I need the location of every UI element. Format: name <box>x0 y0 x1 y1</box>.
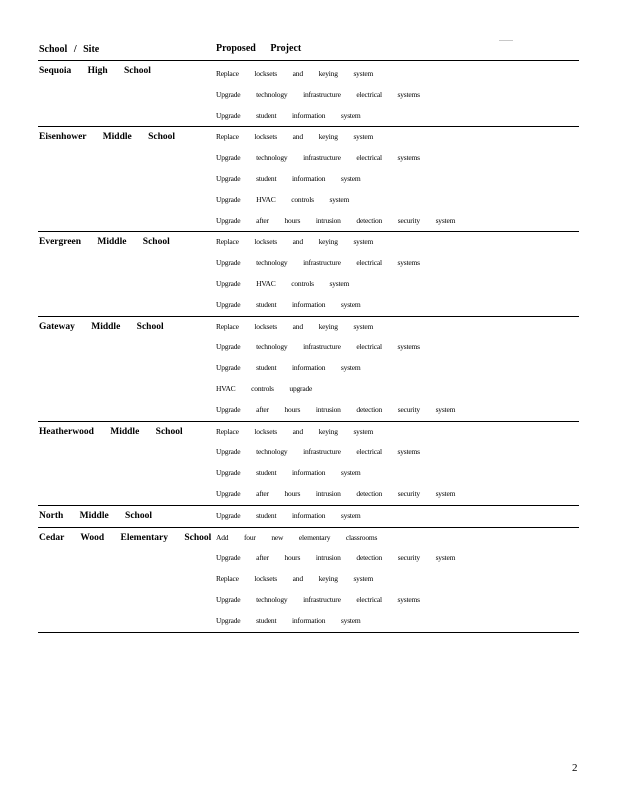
project-item: Upgrade student information system <box>216 363 361 373</box>
school-name: Cedar Wood Elementary School <box>39 532 212 543</box>
project-item: Upgrade student information system <box>216 299 361 309</box>
table-row-group <box>38 528 579 633</box>
project-list <box>216 127 579 231</box>
project-item: Replace locksets and keying system <box>216 132 374 142</box>
school-name: Gateway Middle School <box>39 321 164 332</box>
project-item: Upgrade after hours intrusion detection security system <box>216 553 456 563</box>
school-name: Heatherwood Middle School <box>39 426 183 437</box>
project-item: Upgrade student information system <box>216 615 361 625</box>
project-item: Upgrade HVAC controls system <box>216 194 350 204</box>
project-item: Upgrade student information system <box>216 173 361 183</box>
project-item: Upgrade technology infrastructure electrical systems <box>216 594 420 604</box>
projects-table <box>38 61 579 633</box>
school-name: Evergreen Middle School <box>39 237 170 248</box>
project-list <box>216 317 579 421</box>
project-item: Upgrade after hours intrusion detection security system <box>216 215 456 225</box>
project-item: Upgrade technology infrastructure electrical systems <box>216 258 420 268</box>
school-name: Sequoia High School <box>39 66 151 76</box>
project-item: Replace locksets and keying system <box>216 69 374 78</box>
project-list <box>216 232 579 315</box>
header-scan-mark <box>499 40 513 41</box>
project-item: HVAC controls upgrade <box>216 383 313 393</box>
project-item: Replace locksets and keying system <box>216 237 374 247</box>
project-item: Upgrade after hours intrusion detection security system <box>216 488 456 498</box>
project-item: Upgrade technology infrastructure electrical systems <box>216 447 420 457</box>
header-proposed-project: Proposed Project <box>216 43 302 54</box>
table-row-group <box>38 506 579 528</box>
project-item: Add four new elementary classrooms <box>216 532 378 542</box>
project-list <box>216 61 579 126</box>
project-item: Upgrade student information system <box>216 110 361 120</box>
project-item: Upgrade technology infrastructure electrical systems <box>216 89 420 99</box>
project-item: Upgrade HVAC controls system <box>216 278 350 288</box>
project-item: Upgrade technology infrastructure electrical systems <box>216 153 420 163</box>
table-header <box>38 44 579 61</box>
project-item: Upgrade student information system <box>216 468 361 478</box>
project-item: Replace locksets and keying system <box>216 426 374 436</box>
project-item: Upgrade after hours intrusion detection security system <box>216 404 456 414</box>
project-item: Replace locksets and keying system <box>216 321 374 331</box>
header-school-site: School / Site <box>39 44 100 55</box>
school-name: North Middle School <box>39 510 152 521</box>
table-row-group <box>38 232 579 316</box>
school-name: Eisenhower Middle School <box>39 132 176 143</box>
project-list <box>216 506 579 527</box>
project-item: Replace locksets and keying system <box>216 574 374 584</box>
table-row-group <box>38 127 579 232</box>
page-number: 2 <box>572 762 578 774</box>
table-row-group <box>38 422 579 506</box>
project-item: Upgrade technology infrastructure electrical systems <box>216 342 420 352</box>
table-row-group <box>38 317 579 422</box>
project-list <box>216 528 579 632</box>
project-item: Upgrade student information system <box>216 510 361 520</box>
project-list <box>216 422 579 505</box>
table-row-group <box>38 61 579 127</box>
